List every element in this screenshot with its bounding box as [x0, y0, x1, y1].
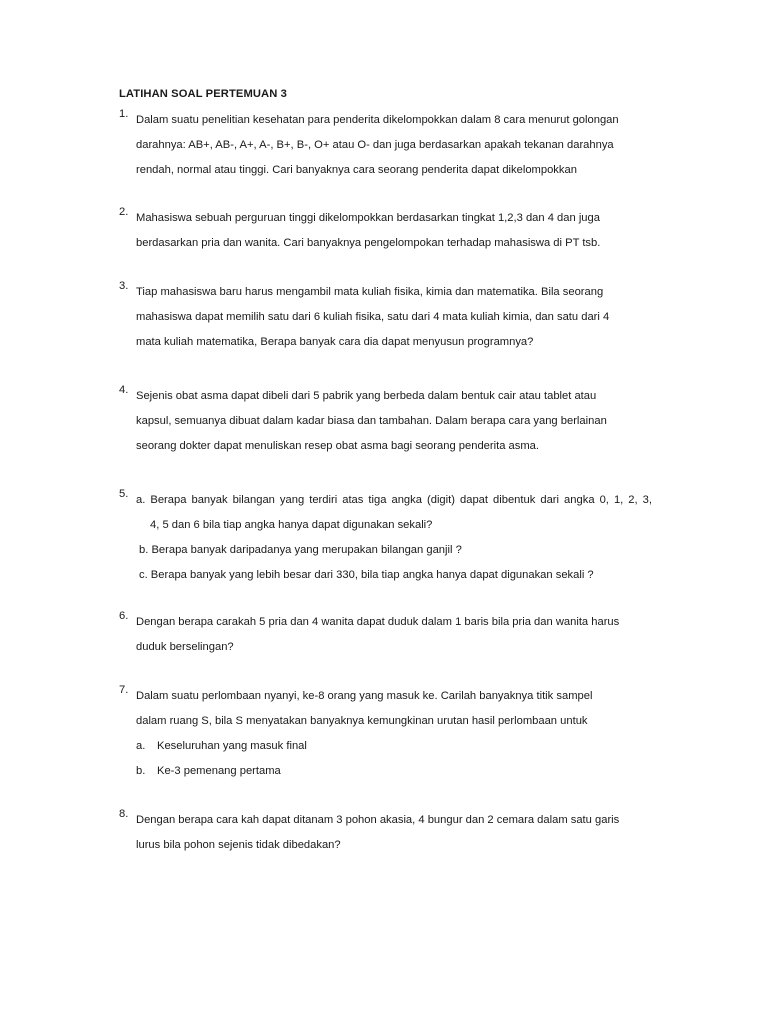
sub-item-label: b. [136, 765, 146, 777]
question-line: seorang dokter dapat menuliskan resep obat asma bagi seorang penderita asma. [136, 440, 540, 452]
sub-item [136, 759, 652, 784]
question-line: Dalam suatu penelitian kesehatan para penderita dikelompokkan dalam 8 cara menurut golongan [136, 114, 619, 126]
question-line: Mahasiswa sebuah perguruan tinggi dikelompokkan berdasarkan tingkat 1,2,3 dan 4 dan juga [136, 212, 600, 224]
question-line: b. Berapa banyak daripadanya yang merupakan bilangan ganjil ? [139, 544, 462, 556]
sub-item [136, 734, 652, 759]
question-line: Dengan berapa cara kah dapat ditanam 3 pohon akasia, 4 bungur dan 2 cemara dalam satu garis [136, 814, 620, 826]
sub-item-text: Ke-3 pemenang pertama [157, 765, 281, 777]
question-line: Dalam suatu perlombaan nyanyi, ke-8 orang yang masuk ke. Carilah banyaknya titik sampel [136, 690, 593, 702]
question-line: lurus bila pohon sejenis tidak dibedakan? [136, 839, 341, 851]
question-line: a. Berapa banyak bilangan yang terdiri atas tiga angka (digit) dapat dibentuk dari angka 0, 1, 2, 3, [136, 494, 652, 506]
document-title: LATIHAN SOAL PERTEMUAN 3 [119, 88, 287, 100]
sub-item-text: Keseluruhan yang masuk final [157, 740, 307, 752]
question-line: Sejenis obat asma dapat dibeli dari 5 pabrik yang berbeda dalam bentuk cair atau tablet atau [136, 390, 597, 402]
question-number: 5. [119, 488, 129, 500]
question-text [136, 684, 652, 784]
question-line: kapsul, semuanya dibuat dalam kadar biasa dan tambahan. Dalam berapa cara yang berlainan [136, 415, 607, 427]
question-number: 3. [119, 280, 129, 292]
question-line: 4, 5 dan 6 bila tiap angka hanya dapat digunakan sekali? [150, 519, 433, 531]
question-line: c. Berapa banyak yang lebih besar dari 330, bila tiap angka hanya dapat digunakan sekali ? [139, 569, 594, 581]
question-line: berdasarkan pria dan wanita. Cari banyaknya pengelompokan terhadap mahasiswa di PT tsb. [136, 237, 601, 249]
question-number: 6. [119, 610, 129, 622]
question-line: rendah, normal atau tinggi. Cari banyaknya cara seorang penderita dapat dikelompokkan [136, 164, 577, 176]
question-line: Tiap mahasiswa baru harus mengambil mata kuliah fisika, kimia dan matematika. Bila seorang [136, 286, 604, 298]
question-number: 1. [119, 108, 129, 120]
question-text [136, 610, 652, 660]
question-number: 8. [119, 808, 129, 820]
question-line: darahnya: AB+, AB-, A+, A-, B+, B-, O+ atau O- dan juga berdasarkan apakah tekanan darahnya [136, 139, 614, 151]
question-text [136, 384, 652, 459]
question-number: 2. [119, 206, 129, 218]
question-line: mahasiswa dapat memilih satu dari 6 kuliah fisika, satu dari 4 mata kuliah kimia, dan satu dari 4 [136, 311, 610, 323]
question-line: dalam ruang S, bila S menyatakan banyaknya kemungkinan urutan hasil perlombaan untuk [136, 715, 588, 727]
question-line: Dengan berapa carakah 5 pria dan 4 wanita dapat duduk dalam 1 baris bila pria dan wanita harus [136, 616, 620, 628]
question-text [136, 280, 652, 355]
question-line: duduk berselingan? [136, 641, 234, 653]
question-text [136, 108, 652, 183]
sub-item-label: a. [136, 740, 146, 752]
question-number: 4. [119, 384, 129, 396]
question-text [136, 808, 652, 858]
question-line: mata kuliah matematika, Berapa banyak cara dia dapat menyusun programnya? [136, 336, 534, 348]
question-text [136, 206, 652, 256]
question-text [136, 488, 652, 588]
question-number: 7. [119, 684, 129, 696]
